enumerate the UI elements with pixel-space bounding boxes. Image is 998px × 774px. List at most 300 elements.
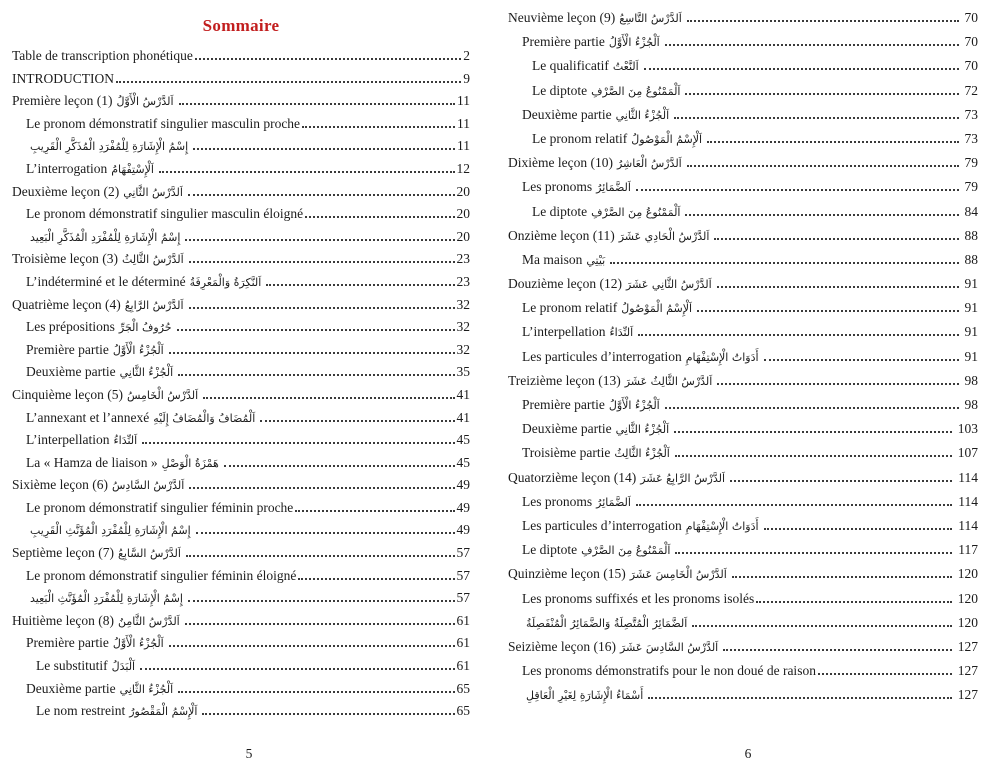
toc-entry-text-french: Table de transcription phonétique <box>12 48 193 63</box>
toc-entry-text-french: Quinzième leçon (15) <box>508 566 626 582</box>
toc-entry-label <box>522 34 663 50</box>
toc-entry <box>12 387 470 410</box>
toc-entry <box>12 319 470 342</box>
toc-entry-page-number: 11 <box>457 115 470 131</box>
toc-entry-page-number: 65 <box>456 703 470 719</box>
toc-entry-label <box>26 522 194 538</box>
toc-entry <box>12 568 470 591</box>
dot-leader <box>169 645 455 647</box>
toc-entry <box>12 590 470 613</box>
dot-leader <box>665 407 959 409</box>
toc-entry-label <box>26 274 264 290</box>
toc-entries-right <box>508 10 978 711</box>
toc-entry-page-number: 61 <box>456 612 470 628</box>
toc-entry-text-french: Deuxième partie <box>522 421 612 437</box>
toc-entry-text-arabic: اَلْإِسْمُ الْمَوْصُولُ <box>621 302 693 316</box>
toc-entry <box>12 93 470 116</box>
toc-entry-label <box>508 228 712 244</box>
toc-entry-page-number: 88 <box>964 251 978 267</box>
toc-entry-text-french: Le pronom relatif <box>532 130 628 146</box>
toc-entry-label <box>26 455 222 471</box>
toc-entry-label <box>508 373 715 389</box>
toc-entry-page-number: 73 <box>964 106 978 122</box>
dot-leader <box>675 552 952 554</box>
toc-entry-text-french: Deuxième partie <box>26 364 116 380</box>
dot-leader <box>189 487 454 489</box>
toc-entry-page-number: 2 <box>463 48 470 63</box>
dot-leader <box>674 117 958 119</box>
toc-entry-label <box>26 681 176 697</box>
dot-leader <box>188 600 455 602</box>
toc-entry-page-number: 20 <box>456 228 470 244</box>
page-number-left: 5 <box>245 746 253 761</box>
toc-entry-label <box>522 494 634 510</box>
toc-entry-label <box>26 138 191 154</box>
toc-entry-text-arabic: اَلضَّمَائِرُ <box>596 181 631 195</box>
toc-entry-page-number: 32 <box>456 319 470 335</box>
toc-entry <box>508 542 978 566</box>
toc-entry-text-french: INTRODUCTION <box>12 70 114 86</box>
toc-entries-left <box>12 48 470 726</box>
toc-entry <box>508 10 978 34</box>
toc-entry-label <box>522 687 646 703</box>
toc-entry-label <box>26 568 296 584</box>
toc-entry <box>508 228 978 252</box>
toc-entry <box>508 566 978 590</box>
dot-leader <box>169 352 455 354</box>
dot-leader <box>189 307 455 309</box>
toc-entry-page-number: 91 <box>964 276 978 292</box>
dot-leader <box>714 238 958 240</box>
toc-entry-page-number: 41 <box>456 409 470 425</box>
dot-leader <box>196 532 455 534</box>
toc-entry-page-number: 117 <box>958 542 978 558</box>
dot-leader <box>764 359 959 361</box>
toc-entry-label <box>532 204 683 220</box>
toc-entry-text-french: Le nom restreint <box>36 703 126 719</box>
toc-entry-text-french: Première partie <box>26 635 109 651</box>
toc-entry-text-arabic: اَلدَّرْسُ الرَّابِعُ عَشَرَ <box>640 471 726 485</box>
toc-entry-text-arabic: اَلدَّرْسُ التَّاسِعُ <box>619 12 682 25</box>
toc-entry <box>508 107 978 131</box>
toc-entry-label <box>12 184 186 200</box>
toc-entry-text-french: Le diptote <box>532 82 588 98</box>
dot-leader <box>756 601 952 603</box>
toc-entry-text-french: Les pronoms <box>522 493 593 509</box>
toc-entry-text-french: Le diptote <box>532 203 588 219</box>
toc-entry-text-arabic: اَلْإِسْمُ الْمَقْصُورُ <box>129 705 198 719</box>
toc-entry-page-number: 35 <box>456 364 470 380</box>
toc-entry-label <box>522 518 762 534</box>
toc-entry-text-arabic: إِسْمُ الْإِشَارَةِ لِلْمُفْرَدِ الْمُؤَنَّثِ الْقَرِيبِ <box>30 524 191 538</box>
toc-entry-text-french: Onzième leçon (11) <box>508 227 615 243</box>
toc-entry-text-arabic: اَلضَّمَائِرُ <box>596 495 631 509</box>
toc-entry-text-arabic: اَلدَّرْسُ السَّادِسُ <box>111 479 185 493</box>
dot-leader <box>707 141 958 143</box>
dot-leader <box>717 286 959 288</box>
toc-entry-page-number: 120 <box>957 614 978 630</box>
dot-leader <box>224 465 455 467</box>
toc-entry <box>12 138 470 161</box>
toc-entry-page-number: 91 <box>964 348 978 364</box>
toc-entry <box>508 179 978 203</box>
toc-entry-text-arabic: إِسْمُ الْإِشَارَةِ لِلْمُفْرَدِ الْمُذَكَّرِ الْبَعِيد <box>30 230 181 244</box>
toc-entry <box>508 494 978 518</box>
toc-entry-text-arabic: اَلْمَمْنُوعُ مِنَ الصَّرْفِ <box>591 205 681 219</box>
toc-entry-label <box>522 349 762 365</box>
toc-entry-page-number: 127 <box>957 687 978 703</box>
toc-entry-text-french: Le pronom démonstratif singulier masculin éloigné <box>26 206 304 222</box>
toc-entry-text-arabic: إِسْمُ الْإِشَارَةِ لِلْمُفْرَدِ الْمُذَكَّرِ الْقَرِيبِ <box>30 140 189 154</box>
toc-entry-page-number: 98 <box>964 397 978 412</box>
toc-entry-page-number: 91 <box>964 324 978 340</box>
dot-leader <box>732 576 952 578</box>
toc-entry-page-number: 20 <box>456 206 470 222</box>
toc-entry-page-number: 41 <box>456 386 470 402</box>
toc-entry <box>12 545 470 568</box>
toc-entry-text-french: Les pronoms démonstratifs pour le non doué de raison <box>522 663 816 679</box>
toc-entry-text-french: Le pronom relatif <box>522 300 618 316</box>
toc-entry-page-number: 49 <box>456 522 470 538</box>
toc-entry-page-number: 20 <box>456 183 470 199</box>
toc-entry-text-arabic: اَلْمُضَافُ وَالْمُضَافُ إِلَيْهِ <box>153 411 256 425</box>
toc-entry <box>508 349 978 373</box>
toc-entry-label <box>26 410 258 426</box>
toc-entry-page-number: 120 <box>957 590 978 606</box>
toc-entry <box>508 663 978 687</box>
toc-entry-page-number: 98 <box>964 372 978 388</box>
dot-leader <box>159 171 455 173</box>
toc-entry-text-french: L’interpellation <box>522 324 606 340</box>
toc-entry-page-number: 45 <box>456 454 470 470</box>
toc-entry <box>12 229 470 252</box>
toc-entry <box>508 300 978 324</box>
toc-entry-text-french: Quatrième leçon (4) <box>12 296 121 312</box>
toc-entry-label <box>522 397 663 413</box>
toc-entry-text-french: Cinquième leçon (5) <box>12 386 123 402</box>
dot-leader <box>717 383 958 385</box>
dot-leader <box>674 431 952 433</box>
toc-entry <box>12 274 470 297</box>
dot-leader <box>266 284 454 286</box>
toc-entry-text-arabic: اَلدَّرْسُ الْعَاشِرُ <box>616 157 682 171</box>
toc-entry-label <box>522 107 672 123</box>
toc-entry-page-number: 32 <box>456 341 470 357</box>
toc-entry <box>12 455 470 478</box>
toc-entry-text-french: La « Hamza de liaison » <box>26 454 158 470</box>
toc-entry-page-number: 61 <box>456 658 470 674</box>
toc-entry <box>508 58 978 82</box>
page-right <box>498 0 998 774</box>
toc-entry-label <box>26 500 293 516</box>
toc-entry-text-french: Troisième leçon (3) <box>12 251 118 267</box>
toc-entry <box>508 445 978 469</box>
toc-entry-label <box>522 615 690 631</box>
toc-entry <box>508 204 978 228</box>
toc-entry-text-french: Les pronoms suffixés et les pronoms isolés <box>522 590 755 606</box>
toc-entry-text-french: Le pronom démonstratif singulier masculin proche <box>26 115 301 131</box>
toc-entry-label <box>26 432 140 448</box>
toc-entry-text-arabic: اَلْمَمْنُوعُ مِنَ الصَّرْفِ <box>581 544 671 558</box>
dot-leader <box>186 555 455 557</box>
toc-entry-text-french: Deuxième leçon (2) <box>12 183 120 199</box>
toc-entry-text-arabic: اَلدَّرْسُ الْأَوَّلُ <box>116 95 174 109</box>
toc-entry-text-french: Douzième leçon (12) <box>508 276 622 292</box>
toc-entry-text-arabic: اَلْجُزْءُ الثَّانِي <box>615 108 670 122</box>
toc-entry-label <box>532 83 683 99</box>
dot-leader <box>189 261 455 263</box>
dot-leader <box>648 697 951 699</box>
toc-entry-label <box>26 229 183 245</box>
toc-entry-label <box>12 93 177 109</box>
toc-entry-text-arabic: اَلْجُزْءُ الثَّالِثُ <box>614 447 670 461</box>
toc-entry-text-french: Le diptote <box>522 542 578 558</box>
toc-entry-label <box>522 445 673 461</box>
toc-entry-page-number: 61 <box>456 635 470 651</box>
toc-entry-label <box>522 591 754 607</box>
toc-entry <box>12 297 470 320</box>
toc-entry-text-french: Treizième leçon (13) <box>508 372 621 388</box>
toc-entry-text-french: Le pronom démonstratif singulier féminin proche <box>26 499 294 515</box>
toc-entry-page-number: 114 <box>958 493 978 509</box>
toc-entry-text-french: L’interrogation <box>26 160 108 176</box>
toc-entry-text-french: Les pronoms <box>522 179 593 195</box>
toc-entry <box>12 342 470 365</box>
toc-entry <box>12 184 470 207</box>
toc-entry <box>508 397 978 421</box>
toc-entry-text-arabic: اَلدَّرْسُ الثَّالِثُ <box>121 253 184 267</box>
toc-entry-page-number: 57 <box>456 590 470 606</box>
toc-entry <box>12 500 470 523</box>
dot-leader <box>202 713 454 715</box>
toc-entry <box>12 703 470 726</box>
toc-entry-label <box>12 297 187 313</box>
toc-entry-text-arabic: اَلدَّرْسُ الثَّامِنُ <box>117 614 180 628</box>
dot-leader <box>185 239 454 241</box>
toc-entry-text-arabic: اَلدَّرْسُ الْحَادِي عَشَرَ <box>618 229 710 243</box>
toc-entry-text-french: L’interpellation <box>26 432 110 448</box>
dot-leader <box>644 68 959 70</box>
toc-entry-text-arabic: اَلدَّرْسُ الْخَامِسَ عَشَرَ <box>629 568 727 582</box>
toc-entry <box>508 252 978 276</box>
toc-entry-text-arabic: اَلدَّرْسُ الثَّانِي عَشَرَ <box>625 278 712 292</box>
toc-entry <box>12 658 470 681</box>
toc-entry-label <box>26 206 303 222</box>
toc-entry-text-arabic: اَلدَّرْسُ الثَّانِي <box>123 185 183 199</box>
toc-entry <box>508 276 978 300</box>
toc-entry-page-number: 65 <box>456 680 470 696</box>
toc-entry-label <box>508 155 685 171</box>
toc-entry-label <box>522 300 695 316</box>
toc-entry-label <box>12 613 183 629</box>
toc-entry-label <box>508 470 728 486</box>
dot-leader <box>295 510 454 512</box>
toc-entry-page-number: 120 <box>957 566 978 582</box>
dot-leader <box>188 194 455 196</box>
toc-entry-text-french: Deuxième partie <box>26 680 116 696</box>
toc-entry-text-french: Dixième leçon (10) <box>508 155 613 171</box>
dot-leader <box>142 442 454 444</box>
dot-leader <box>665 44 959 46</box>
toc-entry-text-french: Sixième leçon (6) <box>12 477 108 493</box>
toc-entry-page-number: 70 <box>964 58 978 74</box>
toc-entry-label <box>26 161 157 177</box>
toc-entry-label <box>522 179 634 195</box>
toc-entry <box>12 613 470 636</box>
toc-entry-text-arabic: اَلدَّرْسُ الْخَامِسُ <box>126 388 199 402</box>
toc-entry-text-french: Le qualificatif <box>532 58 609 74</box>
toc-entry-label <box>12 545 184 561</box>
dot-leader <box>685 93 958 95</box>
dot-leader <box>116 81 461 83</box>
toc-entry <box>508 518 978 542</box>
toc-entry-page-number: 9 <box>463 70 470 86</box>
toc-entry-label <box>522 542 673 558</box>
toc-entry-label <box>508 276 715 292</box>
toc-entry-text-arabic: اَلنَّعْتُ <box>612 60 639 74</box>
dot-leader <box>675 455 952 457</box>
toc-entry-page-number: 114 <box>958 517 978 533</box>
toc-entry <box>508 687 978 711</box>
toc-entry-text-arabic: اَلْإِسْمُ الْمَوْصُولُ <box>631 132 703 146</box>
toc-entry-text-arabic: اَلنِّدَاءُ <box>113 434 138 448</box>
toc-entry-label <box>522 324 636 340</box>
toc-entry <box>12 116 470 139</box>
dot-leader <box>179 103 455 105</box>
dot-leader <box>692 625 951 627</box>
toc-entry-label <box>36 658 138 674</box>
toc-entry-page-number: 70 <box>964 34 978 50</box>
toc-entry-page-number: 73 <box>964 130 978 146</box>
toc-entry-label <box>508 10 685 26</box>
toc-entry-page-number: 103 <box>957 421 978 437</box>
toc-entry-text-arabic: اَلْجُزْءُ الْأَوَّلُ <box>608 36 660 50</box>
toc-entry-page-number: 49 <box>456 477 470 493</box>
toc-entry-page-number: 23 <box>456 273 470 289</box>
toc-entry-text-arabic: اَلْجُزْءُ الثَّانِي <box>119 366 174 380</box>
toc-entry-page-number: 57 <box>456 567 470 583</box>
toc-entry-text-french: Huitième leçon (8) <box>12 612 114 628</box>
toc-entry-text-french: Ma maison <box>522 251 583 267</box>
toc-entry-text-arabic: اَلْجُزْءُ الثَّانِي <box>615 423 670 437</box>
toc-entry-text-french: Les particules d’interrogation <box>522 348 682 364</box>
toc-entry-label <box>532 58 642 74</box>
toc-entry <box>12 161 470 184</box>
toc-entry-text-french: Première leçon (1) <box>12 93 113 109</box>
toc-entry-page-number: 72 <box>964 82 978 98</box>
dot-leader <box>178 691 454 693</box>
toc-entry <box>12 206 470 229</box>
toc-entry-text-arabic: اَلْإِسْتِفْهَامُ <box>111 162 154 176</box>
dot-leader <box>302 126 455 128</box>
toc-entry-text-french: Deuxième partie <box>522 106 612 122</box>
toc-entry-label <box>508 566 730 582</box>
dot-leader <box>687 165 959 167</box>
toc-entry-page-number: 11 <box>457 93 470 109</box>
toc-entry-text-arabic: اَلْجُزْءُ الْأَوَّلُ <box>608 399 660 412</box>
toc-entry <box>12 48 470 71</box>
toc-entry <box>12 71 470 94</box>
toc-entry-text-arabic: اَلدَّرْسُ الثَّالِثُ عَشَرَ <box>624 374 713 388</box>
dot-leader <box>140 668 454 670</box>
toc-entry-label <box>36 703 200 719</box>
toc-entry-label <box>12 477 187 493</box>
toc-entry-text-arabic: هَمْزَةُ الْوَصْلِ <box>161 456 219 470</box>
toc-entry <box>508 639 978 663</box>
toc-entry <box>12 522 470 545</box>
toc-entry-page-number: 12 <box>456 160 470 176</box>
toc-entry-text-arabic: اَلضَّمَائِرُ الْمُتَّصِلَةُ وَالضَّمَائِرُ الْمُنْفَصِلَةُ <box>526 616 688 630</box>
toc-entry-label <box>12 387 201 403</box>
toc-entry-page-number: 23 <box>456 251 470 267</box>
toc-entry <box>12 251 470 274</box>
dot-leader <box>195 58 461 60</box>
toc-entry-text-french: Première partie <box>522 34 605 50</box>
toc-entry-text-french: Seizième leçon (16) <box>508 638 616 654</box>
toc-entry-label <box>522 421 672 437</box>
toc-entry-text-arabic: أَدَوَاتُ الْإِسْتِفْهَامِ <box>685 519 759 533</box>
toc-entry-label <box>508 639 721 655</box>
toc-entry-text-arabic: اَلدَّرْسُ الرَّابِعُ <box>124 298 184 312</box>
toc-entry-text-french: Quatorzième leçon (14) <box>508 469 637 485</box>
toc-entry-page-number: 70 <box>964 10 978 25</box>
dot-leader <box>260 420 454 422</box>
toc-entry-text-arabic: اَلنَّكِرَةُ وَالْمَعْرِفَةُ <box>189 275 262 289</box>
toc-entry <box>12 364 470 387</box>
toc-entry-page-number: 32 <box>456 296 470 312</box>
toc-entry-label <box>26 116 300 132</box>
toc-entry-text-arabic: اَلْجُزْءُ الْأَوَّلُ <box>112 637 164 651</box>
toc-entry-page-number: 127 <box>957 663 978 679</box>
toc-entry-label <box>12 251 187 267</box>
dot-leader <box>697 310 958 312</box>
toc-entry-text-arabic: اَلْبَدَلُ <box>111 660 136 674</box>
page-number-right: 6 <box>744 746 752 761</box>
toc-entry-label <box>26 635 167 651</box>
dot-leader <box>610 262 958 264</box>
dot-leader <box>298 578 454 580</box>
dot-leader <box>193 148 455 150</box>
toc-entry-page-number: 49 <box>456 499 470 515</box>
toc-entry-text-french: Première partie <box>26 341 109 357</box>
toc-entry-text-french: L’indéterminé et le déterminé <box>26 273 186 289</box>
toc-entry-text-arabic: اَلْجُزْءُ الْأَوَّلُ <box>112 343 164 357</box>
toc-entry <box>508 34 978 58</box>
dot-leader <box>636 189 959 191</box>
toc-entry-label <box>26 342 167 358</box>
toc-entry-text-arabic: اَلنِّدَاءُ <box>609 326 634 340</box>
toc-entry-text-french: Les prépositions <box>26 319 115 335</box>
toc-entry <box>508 615 978 639</box>
toc-entry-text-arabic: اَلدَّرْسُ السَّادِسَ عَشَرَ <box>619 640 719 654</box>
toc-entry-text-french: Troisième partie <box>522 445 611 461</box>
toc-entry-label <box>12 48 193 64</box>
toc-entry-text-arabic: بَيْتِي <box>586 253 606 267</box>
toc-entry-text-arabic: أَسْمَاءُ الْإِشَارَةِ لِغَيْرِ الْعَاقِلِ <box>526 689 644 703</box>
toc-entry-text-french: Les particules d’interrogation <box>522 517 682 533</box>
dot-leader <box>685 214 958 216</box>
toc-entry-page-number: 91 <box>964 300 978 316</box>
toc-entry-text-arabic: اَلدَّرْسُ السَّابِعُ <box>117 547 181 561</box>
toc-entry-text-french: Première partie <box>522 397 605 412</box>
toc-entry-label <box>26 364 176 380</box>
dot-leader <box>185 623 455 625</box>
dot-leader <box>305 216 454 218</box>
toc-entry <box>508 83 978 107</box>
toc-entry-page-number: 114 <box>958 469 978 485</box>
toc-entry-label <box>522 663 816 679</box>
page-left <box>0 0 498 774</box>
